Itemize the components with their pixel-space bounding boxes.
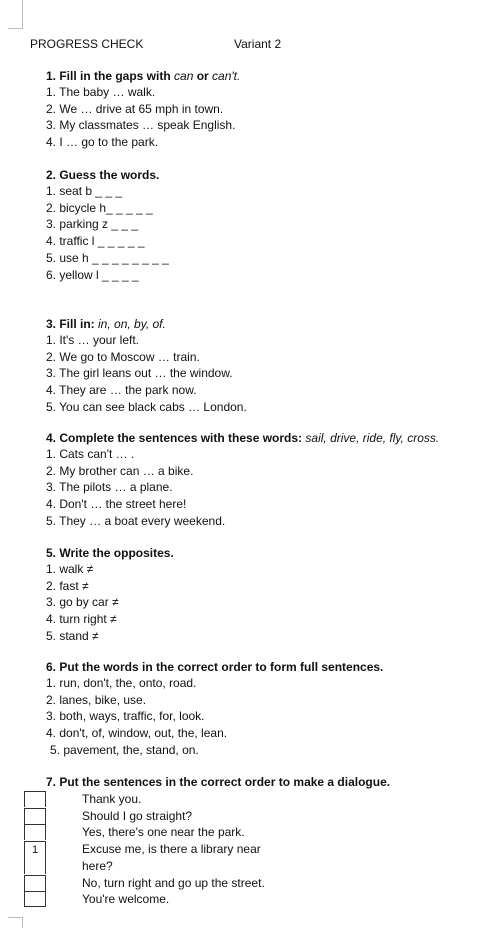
list-item: 1. It's … your left. [46, 333, 139, 347]
exercise-heading: 1. Fill in the gaps with can or can't. [46, 69, 241, 83]
list-item: 5. use h _ _ _ _ _ _ _ _ [46, 250, 169, 265]
exercise-2 [46, 168, 486, 283]
list-item: 2. We … drive at 65 mph in town. [46, 101, 224, 116]
list-item: 1. seat b _ _ _ [46, 184, 123, 198]
exercise-5 [46, 546, 486, 645]
order-box[interactable] [24, 791, 46, 807]
list-item: 4. They are … the park now. [46, 383, 197, 398]
list-item: 1. Cats can't … . [46, 447, 135, 461]
list-item: 2. fast ≠ [46, 578, 89, 593]
order-box[interactable] [24, 875, 46, 891]
list-item: 1. run, don't, the, onto, road. [46, 676, 197, 690]
list-item: 2. bicycle h_ _ _ _ _ [46, 200, 153, 215]
dialogue-row [24, 891, 324, 908]
page-title: PROGRESS CHECK [30, 37, 144, 51]
dialogue-line: Thank you. [82, 792, 142, 806]
dialogue-row [24, 841, 324, 874]
page-corner-mark [8, 0, 23, 29]
dialogue-line: You're welcome. [82, 892, 170, 907]
list-item: 3. go by car ≠ [46, 595, 119, 610]
exercise-3 [46, 317, 486, 416]
order-box[interactable] [24, 808, 46, 824]
exercise-1 [46, 69, 486, 151]
list-item: 4. Don't … the street here! [46, 497, 187, 512]
list-item: 4. I … go to the park. [46, 135, 159, 150]
dialogue-line: Should I go straight? [82, 808, 193, 823]
dialogue-row [24, 791, 324, 808]
dialogue-line: No, turn right and go up the street. [82, 875, 265, 890]
list-item: 5. You can see black cabs … London. [46, 399, 247, 414]
order-box[interactable] [24, 891, 46, 907]
dialogue-line: Yes, there's one near the park. [82, 825, 245, 840]
list-item: 3. parking z _ _ _ [46, 217, 139, 232]
exercise-7 [46, 775, 486, 790]
list-item: 2. We go to Moscow … train. [46, 349, 200, 364]
exercise-heading: 6. Put the words in the correct order to form full sentences. [46, 660, 384, 674]
list-item: 1. The baby … walk. [46, 85, 156, 99]
page-header [30, 37, 470, 51]
exercise-heading: 3. Fill in: in, on, by, of. [46, 317, 166, 331]
dialogue-order-table [24, 791, 324, 908]
order-box[interactable]: 1 [24, 841, 46, 874]
exercise-4 [46, 431, 486, 530]
list-item: 5. stand ≠ [46, 628, 99, 643]
list-item: 2. My brother can … a bike. [46, 463, 194, 478]
list-item: 4. traffic l _ _ _ _ _ [46, 234, 145, 249]
exercise-heading: 4. Complete the sentences with these words: sail, drive, ride, fly, cross. [46, 431, 440, 445]
list-item: 3. The pilots … a plane. [46, 480, 173, 495]
exercise-heading: 2. Guess the words. [46, 168, 160, 182]
page-corner-mark [8, 917, 23, 928]
dialogue-row [24, 824, 324, 841]
list-item: 3. My classmates … speak English. [46, 118, 236, 133]
list-item: 5. They … a boat every weekend. [46, 513, 226, 528]
dialogue-row [24, 875, 324, 892]
dialogue-line: Excuse me, is there a library near here? [82, 842, 261, 873]
list-item: 3. The girl leans out … the window. [46, 366, 233, 381]
list-item: 2. lanes, bike, use. [46, 692, 147, 707]
variant-label: Variant 2 [234, 37, 282, 51]
exercise-6 [46, 660, 486, 759]
exercise-heading: 5. Write the opposites. [46, 546, 174, 560]
dialogue-row [24, 808, 324, 825]
exercise-heading: 7. Put the sentences in the correct order to make a dialogue. [46, 775, 391, 789]
list-item: 4. turn right ≠ [46, 612, 117, 627]
list-item: 4. don't, of, window, out, the, lean. [46, 726, 228, 741]
list-item: 6. yellow l _ _ _ _ [46, 267, 139, 282]
order-box[interactable] [24, 824, 46, 840]
list-item: 3. both, ways, traffic, for, look. [46, 709, 205, 724]
list-item: 1. walk ≠ [46, 562, 94, 576]
list-item: 5. pavement, the, stand, on. [50, 742, 199, 757]
